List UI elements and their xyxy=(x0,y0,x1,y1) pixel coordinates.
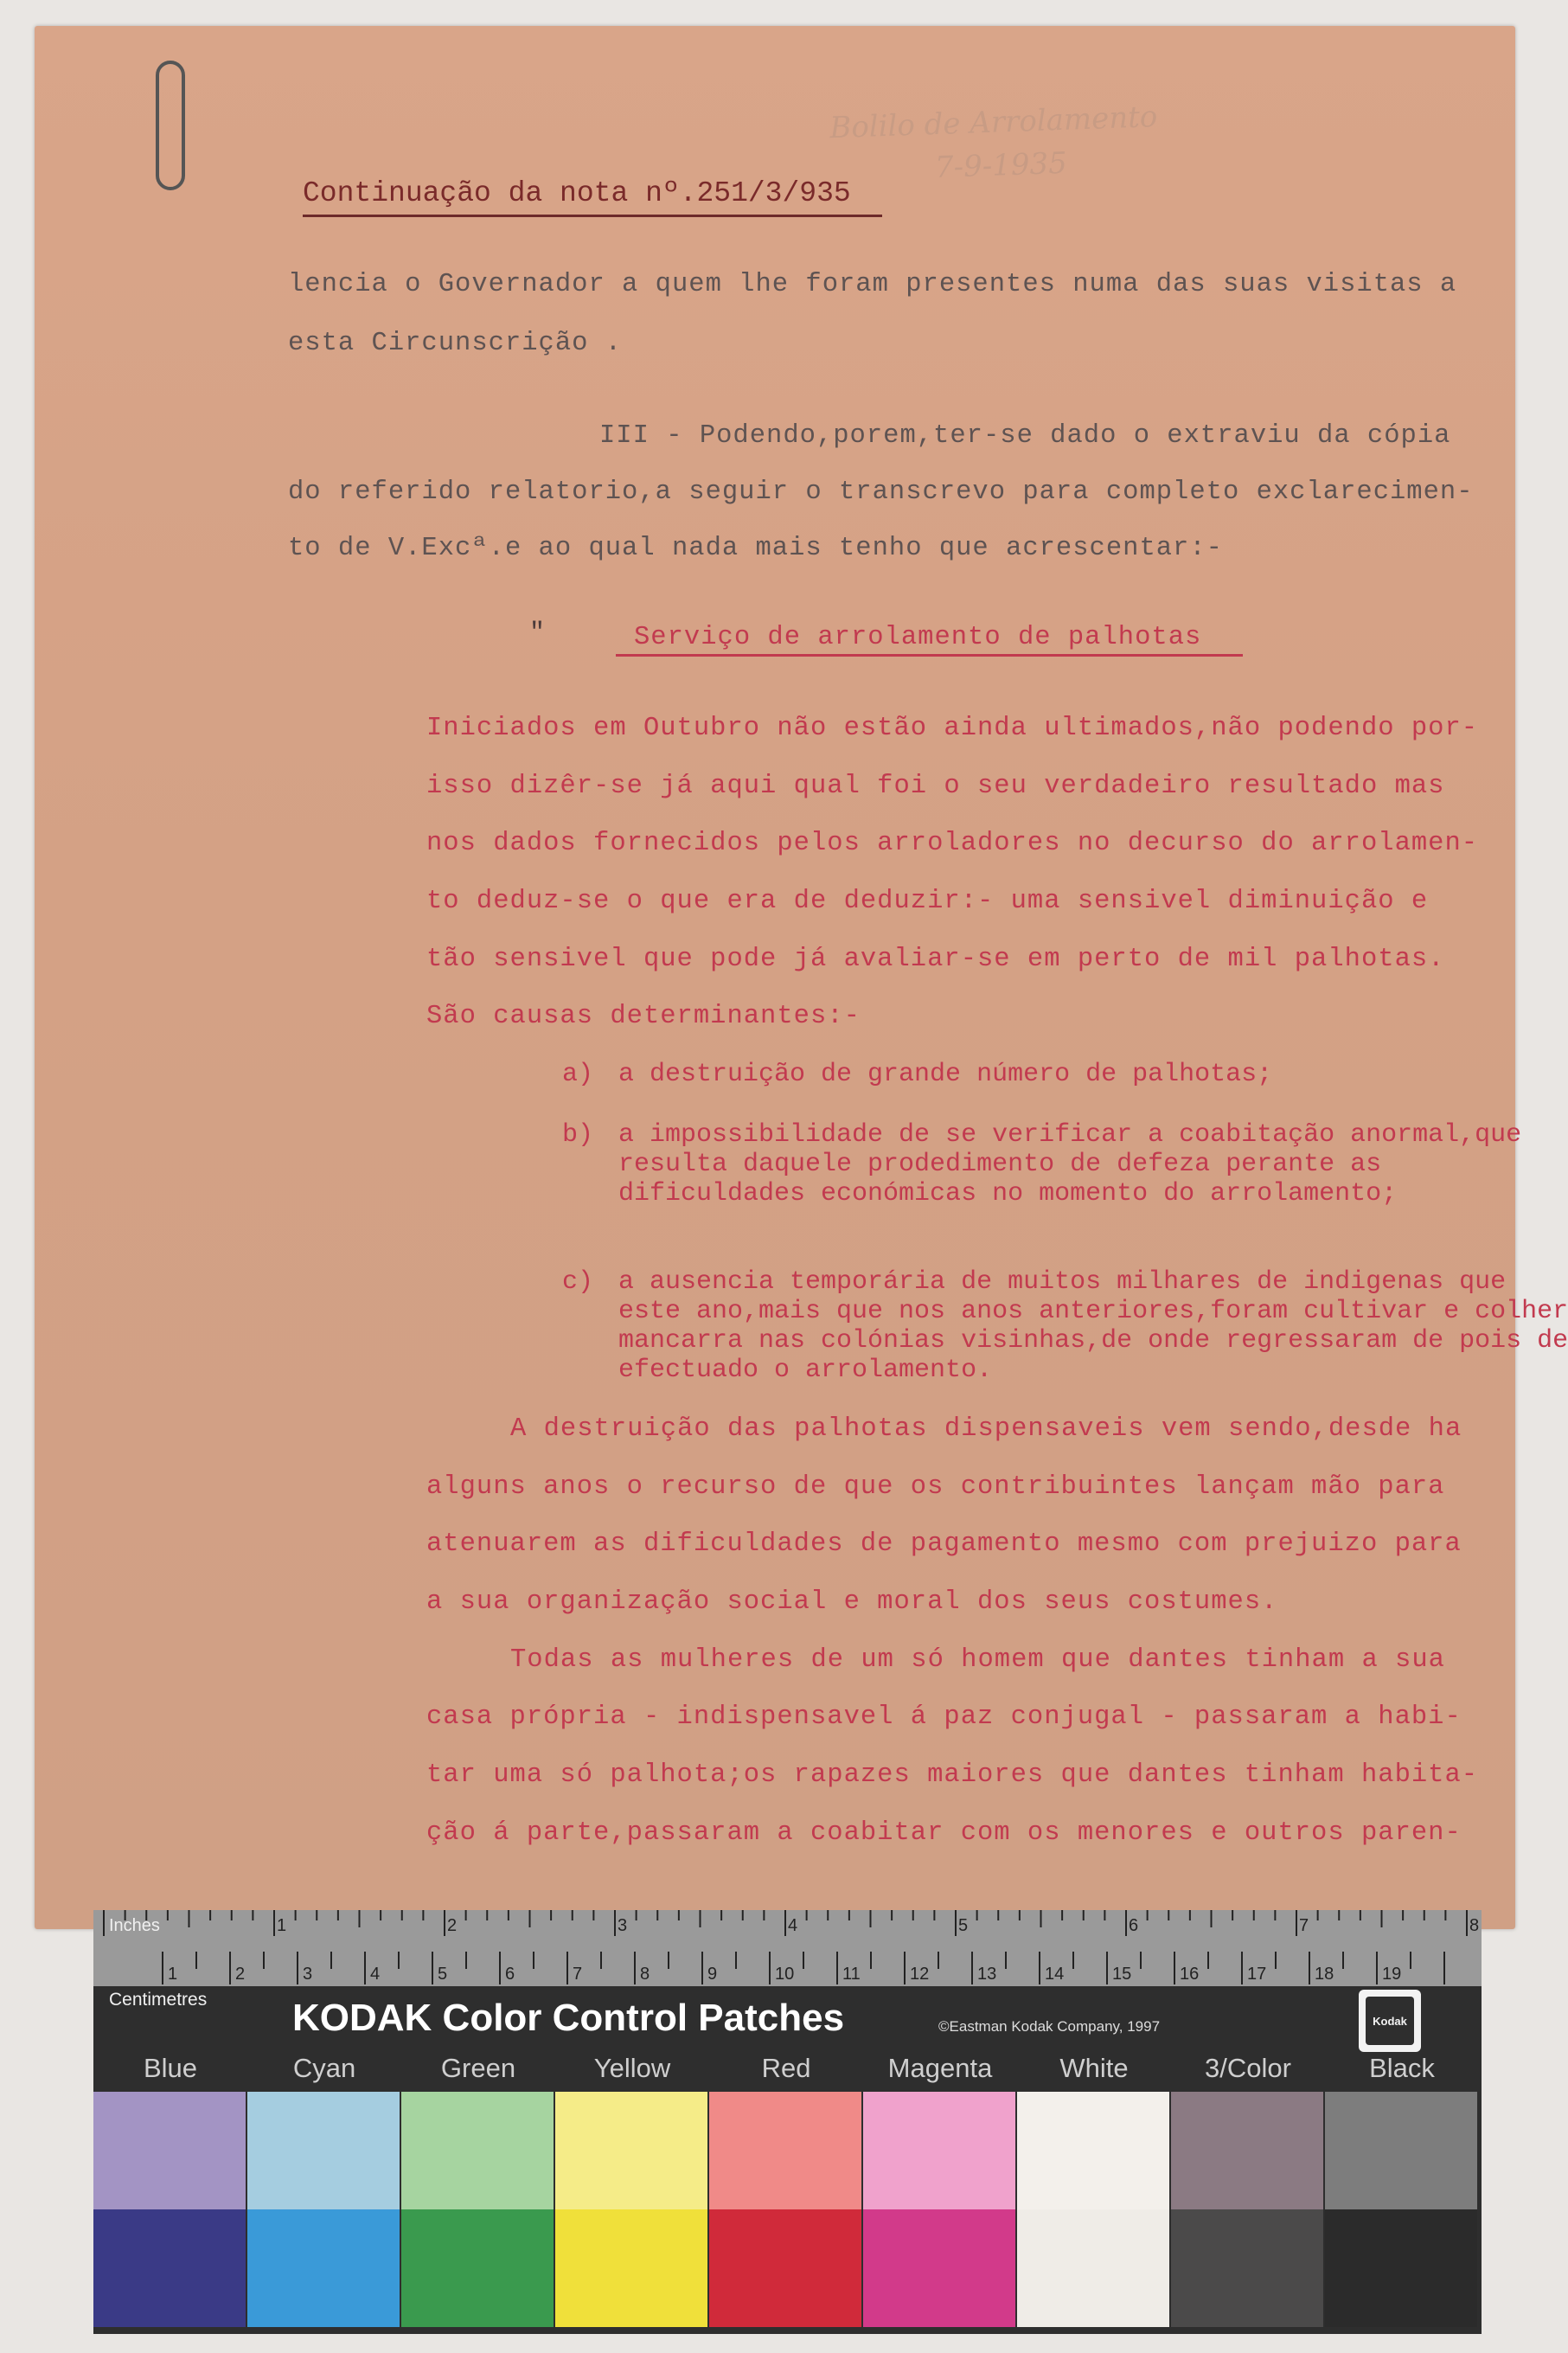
inch-number: 7 xyxy=(1299,1916,1309,1935)
list-item-label: a) xyxy=(562,1060,594,1089)
cm-number: 11 xyxy=(842,1965,861,1984)
list-item-label: b) xyxy=(562,1120,594,1150)
cm-number: 6 xyxy=(505,1965,515,1984)
inch-number: 3 xyxy=(618,1916,628,1935)
paragraph-line: atenuarem as dificuldades de pagamento mesmo com prejuizo para xyxy=(426,1529,1462,1559)
color-label: Black xyxy=(1369,2053,1435,2083)
color-patch-bottom xyxy=(1017,2209,1169,2327)
color-patch-top xyxy=(1171,2092,1323,2209)
chart-copyright: ©Eastman Kodak Company, 1997 xyxy=(938,2018,1161,2035)
color-label: Yellow xyxy=(593,2053,671,2083)
page-heading: Continuação da nota nº.251/3/935 xyxy=(303,177,851,209)
cm-number: 14 xyxy=(1045,1965,1065,1984)
cm-number: 17 xyxy=(1247,1965,1267,1984)
paragraph-line: a sua organização social e moral dos seus costumes. xyxy=(426,1587,1278,1617)
section-underline xyxy=(616,654,1243,657)
cm-number: 12 xyxy=(910,1965,930,1984)
paragraph-line: isso dizêr-se já aqui qual foi o seu verdadeiro resultado mas xyxy=(426,772,1445,801)
color-patch-bottom xyxy=(401,2209,554,2327)
color-patch-top xyxy=(1325,2092,1477,2209)
cm-number: 8 xyxy=(640,1965,650,1984)
cm-number: 18 xyxy=(1315,1965,1334,1984)
color-label: Cyan xyxy=(292,2053,356,2083)
cm-number: 2 xyxy=(235,1965,246,1984)
document-page xyxy=(35,26,1515,1929)
cm-number: 9 xyxy=(707,1965,718,1984)
centimetres-label: Centimetres xyxy=(109,1990,208,2010)
list-item-text: a destruição de grande número de palhotas; xyxy=(618,1060,1273,1089)
cm-number: 7 xyxy=(573,1965,583,1984)
kodak-logo-icon xyxy=(1359,1990,1421,2052)
color-patch-top xyxy=(93,2092,246,2209)
paragraph-line: A destruição das palhotas dispensaveis vem sendo,desde ha xyxy=(510,1414,1462,1444)
paragraph-line: alguns anos o recurso de que os contribuintes lançam mão para xyxy=(426,1472,1445,1502)
pencil-line: Bolilo de Arrolamento xyxy=(829,99,1158,146)
cm-number: 4 xyxy=(370,1965,381,1984)
paragraph-line: tar uma só palhota;os rapazes maiores que dantes tinham habita- xyxy=(426,1760,1479,1790)
paragraph-line: nos dados fornecidos pelos arroladores no decurso do arrolamen- xyxy=(426,829,1479,858)
color-patch-top xyxy=(247,2092,400,2209)
pencil-line: 7-9-1935 xyxy=(934,145,1068,186)
paragraph-line: tão sensivel que pode já avaliar-se em perto de mil palhotas. xyxy=(426,945,1445,974)
color-patch-top xyxy=(1017,2092,1169,2209)
paragraph-line: São causas determinantes:- xyxy=(426,1002,861,1031)
color-patch-top xyxy=(863,2092,1015,2209)
pencil-annotation xyxy=(829,84,1488,193)
paragraph-line: Todas as mulheres de um só homem que dantes tinham a sua xyxy=(510,1645,1445,1675)
color-patch-bottom xyxy=(709,2209,861,2327)
list-item-label: c) xyxy=(562,1267,594,1297)
cm-number: 3 xyxy=(303,1965,313,1984)
color-patch-bottom xyxy=(247,2209,400,2327)
color-patch-bottom xyxy=(1171,2209,1323,2327)
cm-number: 10 xyxy=(775,1965,795,1984)
color-patch-bottom xyxy=(93,2209,246,2327)
body-line: to de V.Excª.e ao qual nada mais tenho que acrescentar:- xyxy=(288,534,1223,563)
cm-number: 15 xyxy=(1112,1965,1132,1984)
list-item-text: a impossibilidade de se verificar a coabitação anormal,que resulta daquele prodedimento de defeza perante as dificuldades económicas no momento do arrolamento; xyxy=(618,1120,1522,1209)
cm-number: 13 xyxy=(977,1965,997,1984)
inch-number: 4 xyxy=(788,1916,798,1935)
color-patch-top xyxy=(555,2092,707,2209)
paragraph-line: to deduz-se o que era de deduzir:- uma sensivel diminuição e xyxy=(426,887,1429,916)
kodak-color-chart xyxy=(93,1910,1482,2334)
color-label: 3/Color xyxy=(1205,2053,1291,2083)
color-patch-top xyxy=(401,2092,554,2209)
color-label: Blue xyxy=(143,2053,198,2083)
color-label: Magenta xyxy=(887,2053,993,2083)
body-line: do referido relatorio,a seguir o transcrevo para completo exclarecimen- xyxy=(288,478,1474,507)
color-label: Green xyxy=(440,2053,516,2083)
cm-number: 19 xyxy=(1382,1965,1402,1984)
inch-number: 8 xyxy=(1469,1916,1480,1935)
inch-number: 1 xyxy=(277,1916,287,1935)
color-patch-top xyxy=(709,2092,861,2209)
inch-number: 2 xyxy=(447,1916,458,1935)
list-item-text: a ausencia temporária de muitos milhares de indigenas que este ano,mais que nos anos anteriores,foram cultivar e colher mancarra nas colónias visinhas,de onde regressaram de pois de efectuado o arrolamento. xyxy=(618,1267,1568,1385)
color-patch-bottom xyxy=(863,2209,1015,2327)
inch-number: 5 xyxy=(958,1916,969,1935)
inches-label: Inches xyxy=(109,1916,160,1935)
paragraph-line: ção á parte,passaram a coabitar com os menores e outros paren- xyxy=(426,1818,1462,1848)
color-label: Red xyxy=(761,2053,811,2083)
color-label: White xyxy=(1059,2053,1129,2083)
cm-number: 16 xyxy=(1180,1965,1200,1984)
section-title: Serviço de arrolamento de palhotas xyxy=(634,623,1202,652)
heading-underline xyxy=(303,215,882,217)
paragraph-line: casa própria - indispensavel á paz conjugal - passaram a habi- xyxy=(426,1702,1462,1732)
body-line: lencia o Governador a quem lhe foram presentes numa das suas visitas a xyxy=(288,270,1457,299)
body-line: III - Podendo,porem,ter-se dado o extraviu da cópia xyxy=(599,421,1451,451)
cm-number: 5 xyxy=(438,1965,448,1984)
quote-mark: " xyxy=(529,619,546,648)
paper-clip-mark xyxy=(156,61,185,190)
cm-number: 1 xyxy=(168,1965,178,1984)
paragraph-line: Iniciados em Outubro não estão ainda ultimados,não podendo por- xyxy=(426,714,1479,743)
body-line: esta Circunscrição . xyxy=(288,329,623,358)
color-patch-bottom xyxy=(555,2209,707,2327)
chart-brand: KODAK Color Control Patches xyxy=(292,1997,845,2039)
inch-number: 6 xyxy=(1129,1916,1139,1935)
kodak-logo-text: Kodak xyxy=(1366,1997,1414,2045)
color-patch-bottom xyxy=(1325,2209,1477,2327)
